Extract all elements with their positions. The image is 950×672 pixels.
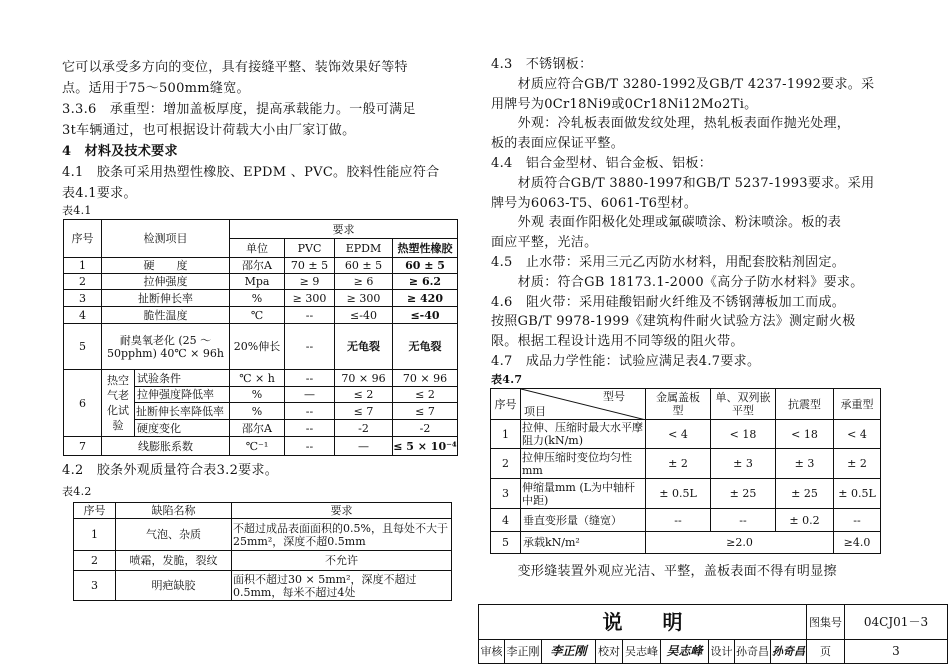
- cell: ± 3: [711, 449, 776, 479]
- cell: 垂直变形量（缝宽）: [521, 509, 646, 532]
- cell: --: [646, 509, 711, 532]
- paragraph-line: 材质应符合GB/T 3280-1992及GB/T 4237-1992要求。采: [491, 76, 875, 92]
- table-row: [74, 571, 452, 601]
- cell: --: [834, 509, 881, 532]
- header-c2: 单、双列嵌平型: [711, 389, 776, 420]
- paragraph-line: 板的表面应保证平整。: [491, 136, 625, 152]
- checker-signature: 吴志峰: [660, 640, 708, 663]
- title-block: [478, 604, 948, 664]
- cell: ± 2: [646, 449, 711, 479]
- cell: --: [285, 403, 335, 420]
- cell: 不允许: [232, 551, 452, 571]
- header-no: 序号: [74, 503, 116, 519]
- paragraph-line: 变形缝装置外观应光洁、平整，盖板表面不得有明显擦: [491, 564, 837, 579]
- header-no: 序号: [491, 389, 521, 420]
- table-row: [64, 437, 458, 456]
- paragraph-line: 材质：符合GB 18173.1-2000《高分子防水材料》要求。: [491, 274, 864, 290]
- designer-signature: 孙奇昌: [770, 640, 806, 663]
- paragraph-line: 材质符合GB/T 3880-1997和GB/T 5237-1993要求。采用: [491, 175, 875, 191]
- cell: ≤ 7: [393, 403, 458, 420]
- cell: 1: [74, 519, 116, 551]
- cell: 3: [64, 290, 102, 307]
- paragraph-line: 外观 表面作阳极化处理或氟碳喷涂、粉沫喷涂。板的表: [491, 215, 842, 231]
- table-row: [64, 274, 458, 290]
- paragraph-line: 表4.1要求。: [62, 186, 137, 201]
- atlas-label: 图集号: [806, 605, 844, 640]
- design-label: 设计: [708, 640, 734, 663]
- cell: ± 0.2: [776, 509, 834, 532]
- cell: ± 3: [776, 449, 834, 479]
- cell: -2: [393, 420, 458, 437]
- cell: ≥ 300: [335, 290, 393, 307]
- cell: -2: [335, 420, 393, 437]
- cell: < 4: [646, 420, 711, 449]
- table-row: [64, 370, 458, 387]
- table-4-7: [490, 388, 881, 554]
- cell: Mpa: [230, 274, 285, 290]
- paragraph-line: 4.7 成品力学性能：试验应满足表4.7要求。: [491, 354, 761, 369]
- cell: 2: [74, 551, 116, 571]
- header-item: 项目: [524, 405, 546, 418]
- cell: ≤ 5 × 10⁻⁴: [393, 437, 458, 456]
- cell: 70 × 96: [393, 370, 458, 387]
- paragraph-line: 4.4 铝合金型材、铝合金板、铝板：: [491, 156, 713, 171]
- cell: 4: [491, 509, 521, 532]
- cell: --: [285, 324, 335, 370]
- page-label: 页: [806, 640, 844, 663]
- review-label: 审核: [480, 645, 503, 658]
- paragraph-line: 4.2 胶条外观质量符合表3.2要求。: [62, 463, 279, 478]
- header-diagonal: [521, 389, 646, 420]
- cell: 不超过成品表面面积的0.5%，且每处不大于25mm²，深度不超0.5mm: [232, 519, 452, 551]
- table-row: [491, 449, 881, 479]
- cell: --: [711, 509, 776, 532]
- cell: 5: [64, 324, 102, 370]
- cell: ± 2: [834, 449, 881, 479]
- cell: 明疤缺胶: [116, 571, 232, 601]
- header-c4: 承重型: [834, 389, 881, 420]
- cell: ± 0.5L: [834, 479, 881, 509]
- cell: ≤ 7: [335, 403, 393, 420]
- cell: 邵尔A: [230, 420, 285, 437]
- cell: 3: [491, 479, 521, 509]
- cell: 线膨胀系数: [102, 437, 230, 456]
- table-caption: 表4.2: [62, 485, 92, 498]
- cell: ℃: [230, 307, 285, 324]
- table-4-1: [63, 219, 458, 456]
- cell: 70 × 96: [335, 370, 393, 387]
- cell: ≥ 9: [285, 274, 335, 290]
- cell: 5: [491, 532, 521, 554]
- table-caption: 表4.7: [491, 373, 523, 386]
- cell: ℃⁻¹: [230, 437, 285, 456]
- table-row: [64, 307, 458, 324]
- cell: ≥ 6.2: [393, 274, 458, 290]
- cell: 4: [64, 307, 102, 324]
- cell: 硬 度: [102, 258, 230, 274]
- cell: ≤-40: [335, 307, 393, 324]
- header-req: 要求: [232, 503, 452, 519]
- cell: ≥ 6: [335, 274, 393, 290]
- page-number: 3: [844, 640, 947, 663]
- reviewer-signature: 李正刚: [541, 640, 595, 663]
- table-row: [64, 258, 458, 274]
- cell: ℃ × h: [230, 370, 285, 387]
- atlas-number: 04CJ01－3: [844, 605, 947, 640]
- table-row: [491, 509, 881, 532]
- cell: 扯断伸长率降低率: [135, 403, 230, 420]
- cell: < 18: [711, 420, 776, 449]
- cell: 喷霜，发脆，裂纹: [116, 551, 232, 571]
- cell: --: [285, 437, 335, 456]
- paragraph-line: 限。根据工程设计选用不同等级的阻火带。: [491, 334, 744, 350]
- cell: ≥ 420: [393, 290, 458, 307]
- paragraph-line: 用牌号为0Cr18Ni9或0Cr18Ni12Mo2Ti。: [491, 96, 758, 112]
- cell: %: [230, 290, 285, 307]
- cell: 拉伸强度: [102, 274, 230, 290]
- paragraph-line: 4.5 止水带：采用三元乙丙防水材料，用配套胶粘剂固定。: [491, 255, 846, 270]
- cell: 热空气老化试验: [102, 370, 135, 437]
- cell: 承载kN/m²: [521, 532, 646, 554]
- cell: %: [230, 403, 285, 420]
- cell: 耐臭氧老化 (25 ～ 50pphm) 40℃ × 96h: [102, 324, 230, 370]
- header-tpr: 热塑性橡胶: [393, 239, 458, 258]
- header-req: 要求: [230, 220, 458, 239]
- header-c3: 抗震型: [776, 389, 834, 420]
- table-row: [491, 532, 881, 554]
- cell: 气泡、杂质: [116, 519, 232, 551]
- cell: 面积不超过30 × 5mm²，深度不超过0.5mm，每米不超过4处: [232, 571, 452, 601]
- header-unit: 单位: [230, 239, 285, 258]
- table-row: [74, 551, 452, 571]
- table-row: [64, 324, 458, 370]
- cell: --: [285, 307, 335, 324]
- cell: ≥2.0: [646, 532, 834, 554]
- table-row: [491, 420, 881, 449]
- table-caption: 表4.1: [62, 204, 92, 217]
- cell: 邵尔A: [230, 258, 285, 274]
- cell: < 4: [834, 420, 881, 449]
- cell: 2: [491, 449, 521, 479]
- cell: --: [285, 420, 335, 437]
- cell: ± 25: [776, 479, 834, 509]
- header-type: 型号: [603, 390, 625, 403]
- cell: 60 ± 5: [335, 258, 393, 274]
- cell: —: [335, 437, 393, 456]
- paragraph-line: 按照GB/T 9978-1999《建筑构件耐火试验方法》测定耐火极: [491, 314, 856, 330]
- cell: 扯断伸长率: [102, 290, 230, 307]
- paragraph-line: 3t车辆通过，也可根据设计荷载大小由厂家订做。: [62, 123, 356, 138]
- cell: --: [285, 370, 335, 387]
- designer-name: 孙奇昌: [734, 640, 770, 663]
- section-heading: 4 材料及技术要求: [62, 144, 178, 159]
- cell: 拉伸、压缩时最大水平摩阻力(kN/m): [521, 420, 646, 449]
- paragraph-line: 外观：冷轧板表面做发纹处理，热轧板表面作抛光处理，: [491, 116, 851, 132]
- header-pvc: PVC: [285, 239, 335, 258]
- cell: 7: [64, 437, 102, 456]
- cell: %: [230, 387, 285, 403]
- paragraph-line: 面应平整，光洁。: [491, 235, 598, 251]
- paragraph-line: 4.3 不锈钢板：: [491, 57, 593, 72]
- cell: 60 ± 5: [393, 258, 458, 274]
- cell: 3: [74, 571, 116, 601]
- cell: 1: [64, 258, 102, 274]
- cell: ≤ 2: [393, 387, 458, 403]
- cell: ± 25: [711, 479, 776, 509]
- header-name: 缺陷名称: [116, 503, 232, 519]
- cell: 拉伸压缩时变位均匀性mm: [521, 449, 646, 479]
- cell: 试验条件: [135, 370, 230, 387]
- reviewer-name: 李正刚: [504, 640, 541, 663]
- cell: 70 ± 5: [285, 258, 335, 274]
- table-4-2: [73, 502, 452, 601]
- header-item: 检测项目: [102, 220, 230, 258]
- checker-name: 吴志峰: [622, 640, 660, 663]
- cell: 20%伸长: [230, 324, 285, 370]
- cell: ≥4.0: [834, 532, 881, 554]
- cell: 无龟裂: [393, 324, 458, 370]
- table-row: [74, 519, 452, 551]
- cell: 2: [64, 274, 102, 290]
- paragraph-line: 3.3.6 承重型：增加盖板厚度，提高承载能力。一般可满足: [62, 102, 416, 117]
- cell: 硬度变化: [135, 420, 230, 437]
- header-epdm: EPDM: [335, 239, 393, 258]
- paragraph-line: 点。适用于75～500mm缝宽。: [62, 81, 250, 96]
- cell: ≥ 300: [285, 290, 335, 307]
- cell: 6: [64, 370, 102, 437]
- cell: 1: [491, 420, 521, 449]
- cell: ≤ 2: [335, 387, 393, 403]
- table-row: [491, 479, 881, 509]
- paragraph-line: 4.6 阻火带：采用硅酸铝耐火纤维及不锈钢薄板加工而成。: [491, 294, 846, 310]
- cell: 拉伸强度降低率: [135, 387, 230, 403]
- table-row: [64, 290, 458, 307]
- cell: 脆性温度: [102, 307, 230, 324]
- cell: —: [285, 387, 335, 403]
- drawing-title: 说 明: [479, 605, 806, 640]
- cell: < 18: [776, 420, 834, 449]
- check-label: 校对: [595, 640, 622, 663]
- header-no: 序号: [64, 220, 102, 258]
- cell: ≤-40: [393, 307, 458, 324]
- paragraph-line: 4.1 胶条可采用热塑性橡胶、EPDM 、PVC。胶料性能应符合: [62, 165, 440, 180]
- cell: ± 0.5L: [646, 479, 711, 509]
- cell: 无龟裂: [335, 324, 393, 370]
- header-c1: 金属盖板型: [646, 389, 711, 420]
- cell: 伸缩量mm (L为中轴杆中距): [521, 479, 646, 509]
- paragraph-line: 牌号为6063-T5、6061-T6型材。: [491, 195, 698, 211]
- paragraph-line: 它可以承受多方向的变位，具有接缝平整、装饰效果好等特: [62, 60, 408, 75]
